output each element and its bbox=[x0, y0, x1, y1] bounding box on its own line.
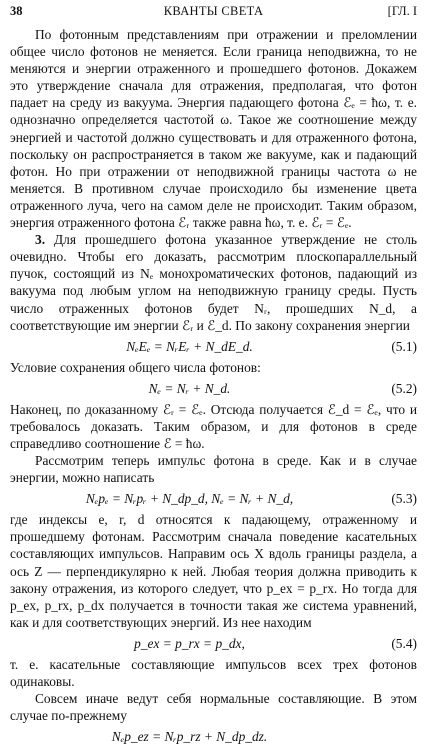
paragraph-7: т. е. касательные составляющие импульсов всех трех фотонов одинаковы. bbox=[10, 656, 417, 689]
equation-5-4 bbox=[10, 634, 417, 654]
paragraph-8: Совсем иначе ведут себя нормальные составляющие. В этом случае по-прежнему bbox=[10, 691, 417, 724]
equation-5-4-number: (5.4) bbox=[391, 635, 417, 651]
paragraph-6: где индексы e, r, d относятся к падающему, отраженному и прошедшему фотонам. Рассмотрим сначала поведение касательных составляющих импульсов. Направим ось X вдоль границы раздела, а ось Z — перпендикулярно к ней. Любая теория должна приводить к закону отражения, из которого следует, что p_ex = p_rx. Но тогда для p_ex, p_rx, p_dx получается в точности такая же система уравнений, как и для соответствующих энергий. Из нее находим bbox=[10, 512, 417, 630]
equation-5-1-body: NₑEₑ = NᵣEᵣ + N_dE_d. bbox=[126, 338, 253, 354]
paragraph-2-text: Для прошедшего фотона указанное утверждение не столь очевидно. Чтобы его доказать, рассмотрим плоскопараллельный пучок, состоящий из Nₑ монохроматических фотонов, падающий из вакуума под любым углом на неподвижную границу среды. Пусть число отраженных фотонов будет Nᵣ, прошедших N_d, а соответствующие им энергии ℰᵣ и ℰ_d. По закону сохранения энергии bbox=[10, 232, 417, 333]
page-header bbox=[10, 3, 417, 19]
running-title: КВАНТЫ СВЕТА bbox=[163, 4, 264, 18]
section-number: 3. bbox=[35, 232, 46, 248]
page-number: 38 bbox=[10, 4, 23, 18]
equation-5-1-number: (5.1) bbox=[391, 338, 417, 354]
equation-5-4-body: p_ex = p_rx = p_dx, bbox=[134, 635, 245, 651]
equation-5-2-number: (5.2) bbox=[391, 380, 417, 396]
equation-5-3-number: (5.3) bbox=[391, 491, 417, 507]
paragraph-3: Условие сохранения общего числа фотонов: bbox=[10, 359, 261, 375]
paragraph-1: По фотонным представлениям при отражении и преломлении общее число фотонов не меняется. Если граница неподвижна, то не меняются и энергии отраженного и прошедшего фотонов. Докажем это утверждение сначала для отражения, предполагая, что фотон падает на среду из вакуума. Энергия падающего фотона ℰₑ = ħω, т. е. однозначно определяется частотой ω. Такое же соотношение между энергией и частотой должно существовать и для отраженного фотона, поскольку он распространяется в таком же вакууме, как и падающий фотон. Но при отражении от неподвижной границы частота ω не меняется. В противном случае происходило бы изменение цвета отраженного луча, чего на самом деле не происходит. Таким образом, энергия отраженного фотона ℰᵣ также равна ħω, т. е. ℰᵣ = ℰₑ. bbox=[10, 27, 417, 231]
equation-5-5-body: Nₑp_ez = Nᵣp_rz + N_dp_dz. bbox=[111, 729, 268, 745]
paragraph-2 bbox=[10, 231, 417, 334]
equation-5-2-body: Nₑ = Nᵣ + N_d. bbox=[148, 380, 231, 396]
paragraph-4: Наконец, по доказанному ℰᵣ = ℰₑ. Отсюда получается ℰ_d = ℰₑ, что и требовалось доказать. Таким образом, и для фотонов в среде справедливо соотношение ℰ = ħω. bbox=[10, 401, 417, 451]
equation-5-1 bbox=[10, 337, 417, 357]
chapter-marker: [ГЛ. I bbox=[387, 4, 417, 18]
equation-5-5 bbox=[10, 727, 417, 747]
page-body bbox=[10, 26, 417, 749]
equation-5-3 bbox=[10, 489, 417, 509]
equation-5-3-body: Nₑpₑ = Nᵣpᵣ + N_dp_d, Nₑ = Nᵣ + N_d, bbox=[85, 491, 294, 507]
paragraph-5: Рассмотрим теперь импульс фотона в среде. Как и в случае энергии, можно написать bbox=[10, 453, 417, 486]
equation-5-2 bbox=[10, 379, 417, 399]
